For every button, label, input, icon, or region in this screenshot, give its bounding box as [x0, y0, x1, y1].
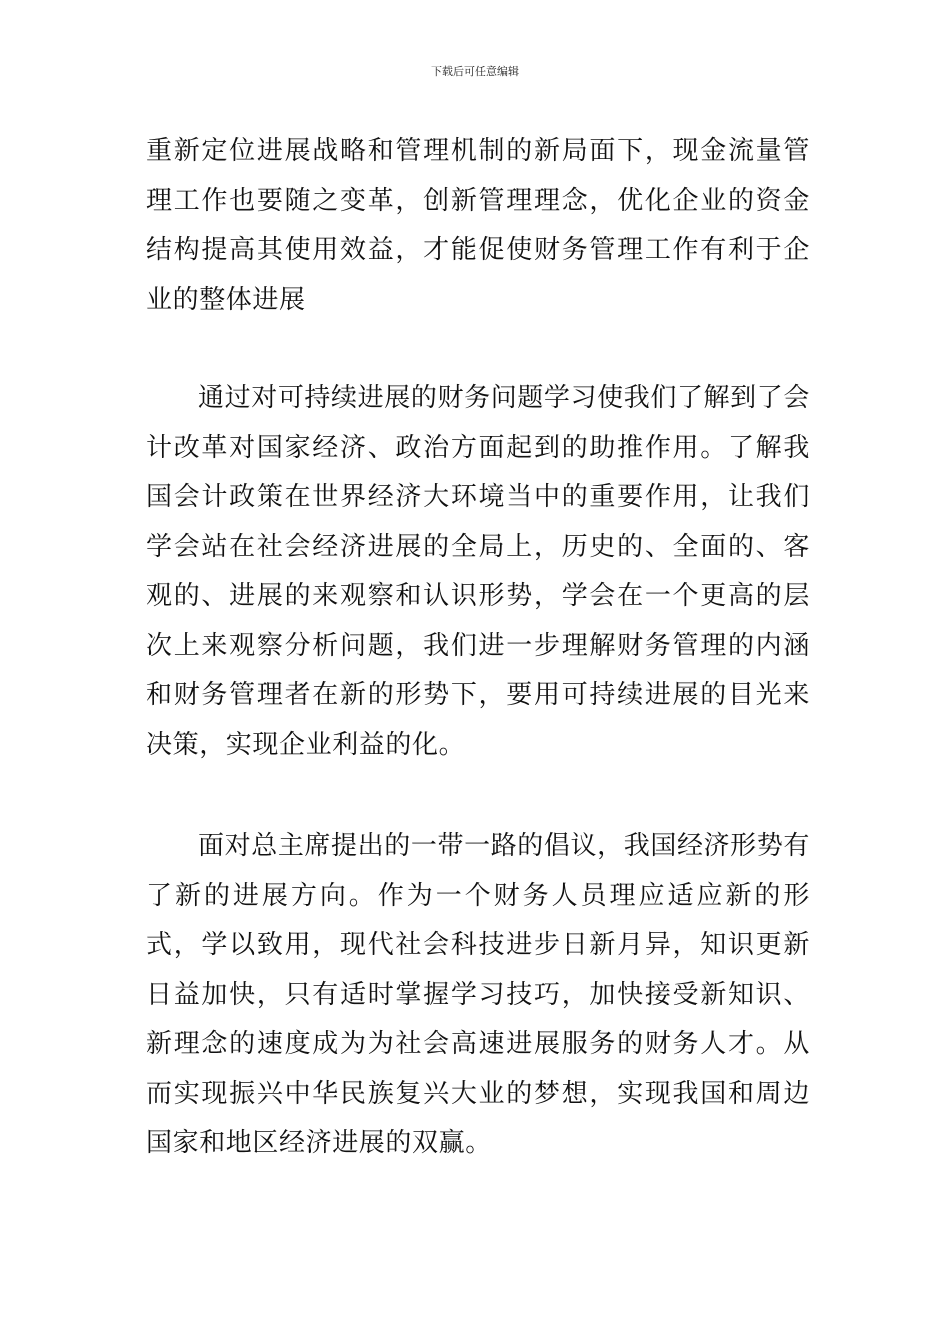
page-header-note: 下载后可任意编辑 — [431, 65, 519, 78]
paragraph-3: 面对总主席提出的一带一路的倡议，我国经济形势有了新的进展方向。作为一个财务人员理应适应新的形式，学以致用，现代社会科技进步日新月异，知识更新日益加快，只有适时掌握学习技巧，加快接受新知识、新理念的速度成为为社会高速进展服务的财务人才。从而实现振兴中华民族复兴大业的梦想，实现我国和周边国家和地区经济进展的双赢。 — [146, 831, 810, 1158]
paragraph-2: 通过对可持续进展的财务问题学习使我们了解到了会计改革对国家经济、政治方面起到的助推作用。了解我国会计政策在世界经济大环境当中的重要作用，让我们学会站在社会经济进展的全局上，历史的、全面的、客观的、进展的来观察和认识形势，学会在一个更高的层次上来观察分析问题，我们进一步理解财务管理的内涵和财务管理者在新的形势下，要用可持续进展的目光来决策，实现企业利益的化。 — [146, 383, 810, 760]
paragraph-1: 重新定位进展战略和管理机制的新局面下，现金流量管理工作也要随之变革，创新管理理念，优化企业的资金结构提高其使用效益，才能促使财务管理工作有利于企业的整体进展 — [146, 136, 810, 315]
